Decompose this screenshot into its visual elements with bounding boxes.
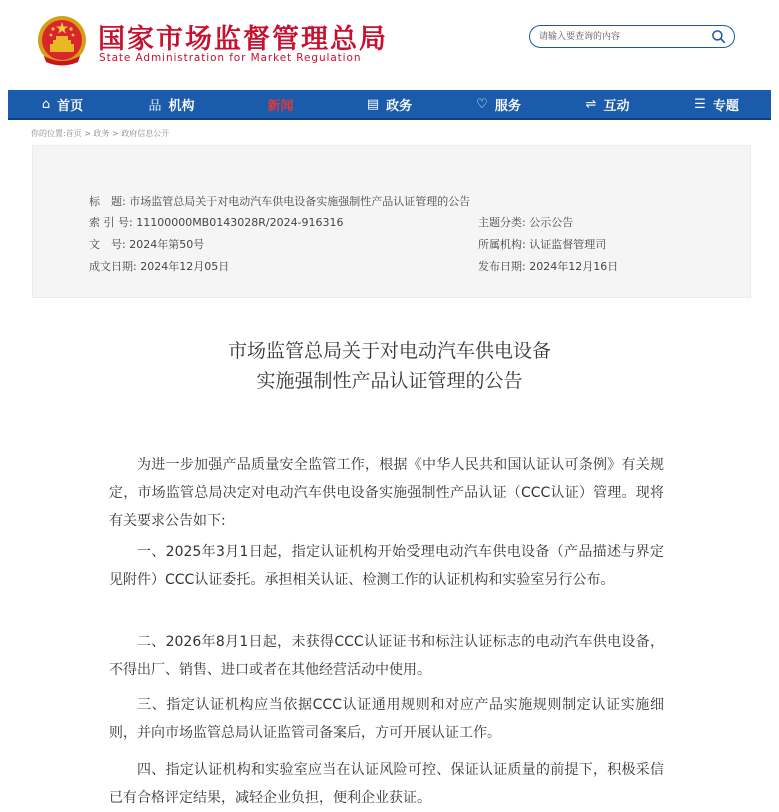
site-subtitle: State Administration for Market Regulation xyxy=(99,52,362,64)
site-title: 国家市场监督管理总局 xyxy=(98,24,388,55)
article-paragraph: 二、2026年8月1日起，未获得CCC认证证书和标注认证标志的电动汽车供电设备，不得出厂、销售、进口或者在其他经营活动中使用。 xyxy=(109,634,664,678)
article-paragraph: 一、2025年3月1日起，指定认证机构开始受理电动汽车供电设备（产品描述与界定见附件）CCC认证委托。承担相关认证、检测工作的认证机构和实验室另行公布。 xyxy=(109,544,664,588)
nav-home-label: 首页 xyxy=(57,98,84,114)
meta-docno-value: 2024年第50号 xyxy=(129,238,205,251)
search-box xyxy=(529,25,735,48)
gov-icon: ▤ xyxy=(366,96,380,112)
breadcrumb xyxy=(31,128,169,139)
meta-org-row xyxy=(478,236,606,252)
meta-index-row xyxy=(89,214,344,230)
main-nav xyxy=(8,90,771,120)
meta-category-value: 公示公告 xyxy=(529,216,574,229)
nav-topic-label: 专题 xyxy=(712,98,739,114)
nav-interact[interactable] xyxy=(553,90,662,118)
nav-service[interactable] xyxy=(444,90,553,118)
article-title xyxy=(0,336,779,396)
nav-org[interactable] xyxy=(117,90,226,118)
article-paragraph: 四、指定认证机构和实验室应当在认证风险可控、保证认证质量的前提下，积极采信已有合格评定结果，减轻企业负担，便利企业获证。 xyxy=(109,762,664,806)
document-metadata xyxy=(32,145,751,298)
home-icon: ⌂ xyxy=(41,96,51,112)
meta-title-value: 市场监管总局关于对电动汽车供电设备实施强制性产品认证管理的公告 xyxy=(129,195,471,208)
breadcrumb-gov[interactable]: 政务 xyxy=(93,129,110,138)
meta-created-label: 成文日期: xyxy=(89,260,137,273)
meta-category-label: 主题分类: xyxy=(478,216,526,229)
site-header xyxy=(0,0,779,90)
breadcrumb-home[interactable]: 首页 xyxy=(65,129,82,138)
meta-category-row xyxy=(478,214,573,230)
national-emblem-icon xyxy=(36,14,88,68)
breadcrumb-sep: > xyxy=(112,129,119,138)
nav-news[interactable] xyxy=(226,90,335,118)
meta-index-value: 11100000MB0143028R/2024-916316 xyxy=(136,216,344,229)
meta-title-row xyxy=(89,193,470,209)
list-icon: ☰ xyxy=(694,96,706,112)
search-icon[interactable] xyxy=(711,29,726,44)
meta-published-value: 2024年12月16日 xyxy=(529,260,619,273)
nav-org-label: 机构 xyxy=(168,98,195,114)
meta-index-label: 索 引 号: xyxy=(89,216,133,229)
breadcrumb-public-info[interactable]: 政府信息公开 xyxy=(121,129,170,138)
article-paragraph: 为进一步加强产品质量安全监管工作，根据《中华人民共和国认证认可条例》有关规定，市场监管总局决定对电动汽车供电设备实施强制性产品认证（CCC认证）管理。现将有关要求公告如下: xyxy=(109,457,664,529)
article-paragraph: 三、指定认证机构应当依据CCC认证通用规则和对应产品实施规则制定认证实施细则，并向市场监管总局认证监管司备案后，方可开展认证工作。 xyxy=(109,697,664,741)
heart-icon: ♡ xyxy=(476,96,488,112)
search-input[interactable] xyxy=(539,28,699,45)
nav-interact-label: 互动 xyxy=(603,98,630,114)
meta-created-value: 2024年12月05日 xyxy=(140,260,230,273)
meta-published-label: 发布日期: xyxy=(478,260,526,273)
meta-docno-label: 文 号: xyxy=(89,238,126,251)
meta-org-value: 认证监督管理司 xyxy=(529,238,607,251)
article-title-line2: 实施强制性产品认证管理的公告 xyxy=(256,370,523,392)
nav-gov[interactable] xyxy=(335,90,444,118)
breadcrumb-prefix: 你的位置: xyxy=(31,129,66,138)
nav-home[interactable] xyxy=(8,90,117,118)
breadcrumb-sep: > xyxy=(84,129,91,138)
exchange-icon: ⇌ xyxy=(585,96,597,112)
article-title-line1: 市场监管总局关于对电动汽车供电设备 xyxy=(227,340,551,362)
nav-gov-label: 政务 xyxy=(386,98,413,114)
meta-docno-row xyxy=(89,236,204,252)
nav-news-label: 新闻 xyxy=(267,98,294,114)
meta-org-label: 所属机构: xyxy=(478,238,526,251)
nav-topic[interactable] xyxy=(662,90,771,118)
nav-service-label: 服务 xyxy=(494,98,521,114)
org-icon: 品 xyxy=(148,98,162,114)
meta-published-row xyxy=(478,258,618,274)
meta-title-label: 标 题: xyxy=(89,195,126,208)
meta-created-row xyxy=(89,258,229,274)
